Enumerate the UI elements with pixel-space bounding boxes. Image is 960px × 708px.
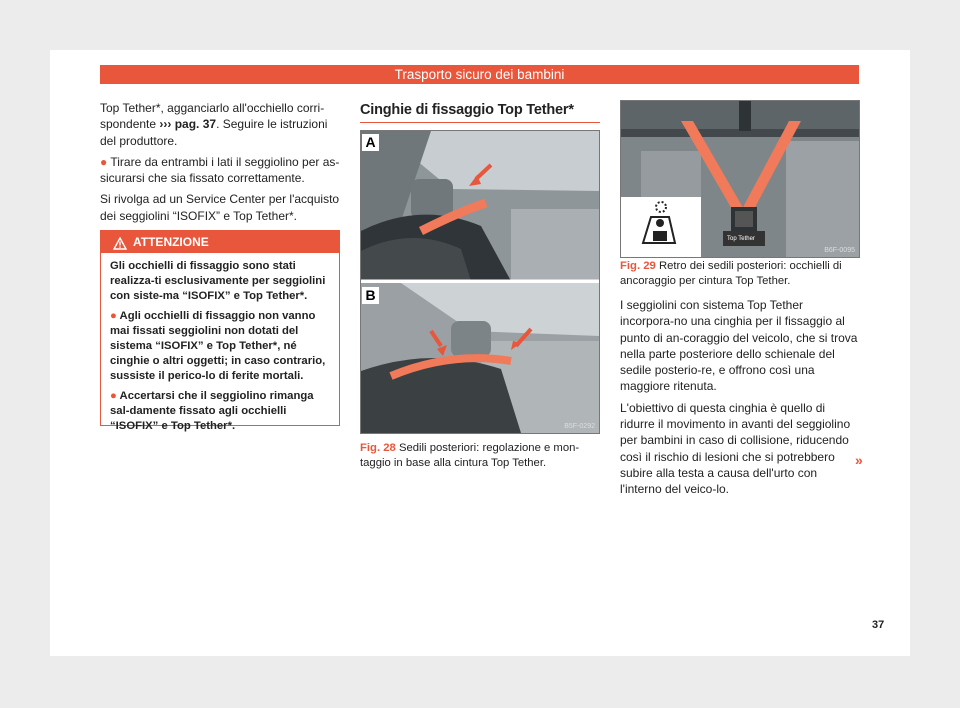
figure-28-illustration bbox=[361, 131, 599, 433]
figure-code: B6F-0095 bbox=[824, 247, 855, 254]
top-tether-paragraph: I seggiolini con sistema Top Tether incorpora-no una cinghia per il fissaggio al punto di an-coraggio del veicolo, che si trova nella parte posteriore dello schienale del sedile posterio-re, e offrono così una maggiore ritenuta. bbox=[620, 298, 858, 394]
continue-mark: » bbox=[855, 452, 863, 468]
left-column bbox=[100, 100, 340, 229]
caption-text: Sedili posteriori: regolazione e mon-taggio in base alla cintura Top Tether. bbox=[360, 442, 580, 469]
right-column bbox=[620, 297, 860, 503]
top-tether-tag: Top Tether bbox=[727, 236, 755, 242]
figure-29 bbox=[620, 100, 860, 258]
figure-28 bbox=[360, 130, 600, 434]
section-title: Cinghie di fissaggio Top Tether* bbox=[360, 102, 600, 123]
figure-number: Fig. 29 bbox=[620, 260, 656, 272]
service-paragraph: Si rivolga ad un Service Center per l'acquisto dei seggiolini “ISOFIX” e Top Tether*. bbox=[100, 192, 340, 223]
objective-paragraph: L'obiettivo di questa cinghia è quello di ridurre il movimento in avanti del seggiolino per bambini in caso di collisione, riducendo così il rischio di lesioni che si potrebbero subire alla testa a causa dell'urto con l'interno del veico-lo. bbox=[620, 400, 851, 497]
figure-28-caption bbox=[360, 441, 600, 470]
figure-code: B5F-0292 bbox=[564, 423, 595, 430]
bullet-icon: ● bbox=[110, 389, 120, 402]
panel-label-b: B bbox=[362, 287, 379, 304]
warning-paragraph: Gli occhielli di fissaggio sono stati realizza-ti esclusivamente per seggiolini con siste-ma “ISOFIX” e Top Tether*. bbox=[110, 260, 326, 303]
bullet-item: ● Tirare da entrambi i lati il seggiolino per as-sicurarsi che sia fissato correttamente. bbox=[100, 154, 340, 186]
warning-triangle-icon bbox=[113, 235, 127, 257]
panel-label-a: A bbox=[362, 134, 379, 151]
caption-text: Retro dei sedili posteriori: occhielli di ancoraggio per cintura Top Tether. bbox=[620, 260, 842, 287]
bullet-icon: ● bbox=[110, 309, 120, 322]
warning-body bbox=[101, 253, 339, 434]
page-header: Trasporto sicuro dei bambini bbox=[100, 65, 859, 84]
figure-29-illustration bbox=[621, 101, 859, 257]
warning-bullet: ● Agli occhielli di fissaggio non vanno mai fissati seggiolini non dotati del sistema “ISOFIX” e Top Tether*, né cinghie o altri oggetti; in caso contrario, sussiste il perico-lo di ferite mortali. bbox=[110, 309, 326, 383]
intro-paragraph: Top Tether*, agganciarlo all'occhiello corri-spondente ››› pag. 37. Seguire le istruzioni del produttore. bbox=[100, 101, 328, 148]
warning-header bbox=[101, 231, 339, 253]
page-number: 37 bbox=[872, 619, 885, 631]
page-reference-link[interactable]: ››› pag. 37 bbox=[159, 117, 217, 132]
warning-title: ATTENZIONE bbox=[133, 235, 209, 249]
bullet-icon: ● bbox=[100, 154, 111, 169]
figure-29-caption bbox=[620, 259, 860, 288]
figure-number: Fig. 28 bbox=[360, 442, 396, 454]
warning-box bbox=[100, 230, 340, 433]
warning-bullet: ● Accertarsi che il seggiolino rimanga sal-damente fissato agli occhielli “ISOFIX” e Top Tether*. bbox=[110, 389, 314, 433]
